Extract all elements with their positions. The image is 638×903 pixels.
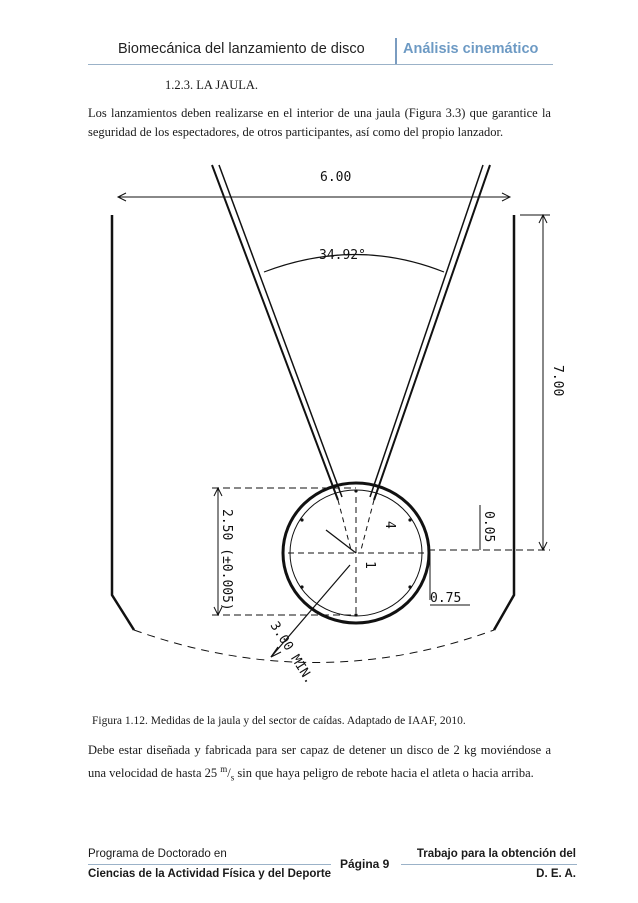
header-right-title: Análisis cinemático (403, 41, 539, 57)
label-offset: 0.05 (481, 511, 496, 543)
label-number-4: 4 (382, 521, 397, 529)
footer-left-line2: Ciencias de la Actividad Física y del Deporte (88, 868, 332, 880)
landing-arc (134, 630, 494, 663)
header-separator (395, 38, 397, 64)
label-height: 7.00 (550, 365, 565, 397)
footer-right-line2: D. E. A. (536, 868, 576, 880)
cage-left-wall (112, 215, 134, 630)
cage-right-wall (494, 215, 514, 630)
intro-paragraph: Los lanzamientos deben realizarse en el interior de una jaula (Figura 3.3) que garantice la seguridad de los espectadores, de otros participantes, así como del propio lanzador. (88, 106, 551, 139)
cage-diagram (88, 155, 578, 710)
body-paragraph: Debe estar diseñada y fabricada para ser capaz de detener un disco de 2 kg moviéndose a una velocidad de hasta 25 $^m/_s$ sin que haya peligro de rebote hacia el atleta o hacia arriba. (88, 743, 551, 783)
footer-rule-left (88, 864, 331, 865)
footer-rule-right (401, 864, 577, 865)
section-heading: 1.2.3. LA JAULA. (165, 78, 259, 92)
page-number: Página 9 (340, 857, 390, 871)
footer-right-line1: Trabajo para la obtención del (416, 848, 576, 860)
label-diameter: 2.50 (±0.005) (219, 509, 234, 611)
label-angle: 34.92° (319, 248, 366, 263)
unit-denominator: s (230, 772, 235, 783)
label-width: 6.00 (320, 170, 352, 185)
sector-line-right (374, 165, 490, 500)
figure-caption: Figura 1.12. Medidas de la jaula y del sector de caídas. Adaptado de IAAF, 2010. (92, 715, 466, 727)
label-min-radius: 3.00 MIN. (266, 619, 317, 687)
header-rule (88, 64, 553, 65)
header-left-title: Biomecánica del lanzamiento de disco (118, 41, 365, 57)
sector-line-left (212, 165, 338, 500)
label-distance: 0.75 (430, 591, 462, 606)
body-text-before: Debe estar diseñada y fabricada para ser capaz de detener un disco de 2 kg moviéndose a una velocidad de hasta 25 (88, 743, 551, 781)
label-number-1: 1 (362, 561, 377, 569)
footer-left-line1: Programa de Doctorado en (88, 848, 227, 860)
unit-numerator: m (220, 764, 228, 774)
body-text-after: sin que haya peligro de rebote hacia el atleta o hacia arriba. (234, 766, 534, 781)
